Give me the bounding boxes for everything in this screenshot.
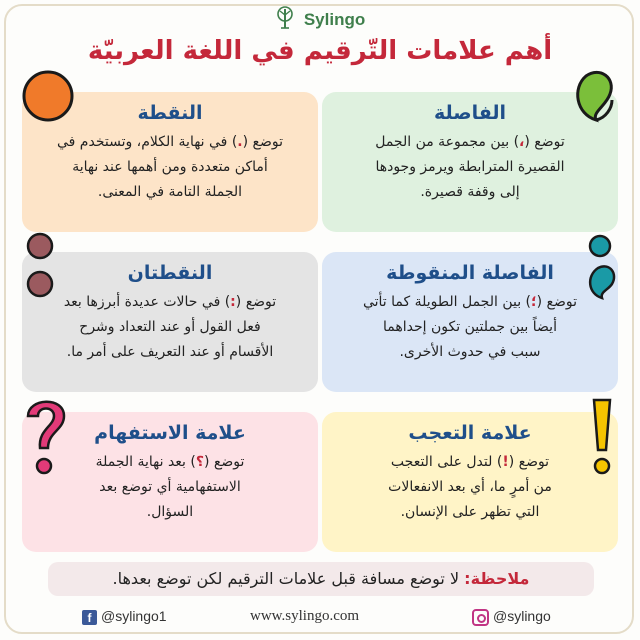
website-link[interactable]: www.sylingo.com bbox=[250, 608, 360, 624]
card-text-line3: إلى وقفة قصيرة. bbox=[420, 184, 520, 200]
card-text-line2: أيضاً بين جملتين تكون إحداهما bbox=[383, 319, 557, 335]
card-title: النقطة bbox=[137, 102, 203, 124]
card-text-line1-end: ) بعد نهاية الجملة bbox=[95, 454, 196, 470]
card-title: الفاصلة المنقوطة bbox=[386, 262, 554, 284]
card-text-line1-start: توضع ( bbox=[204, 454, 245, 470]
card-text-line1-start: توضع ( bbox=[242, 134, 284, 150]
card-text bbox=[334, 130, 606, 205]
card-text-line1-end: ) في نهاية الكلام، وتستخدم في bbox=[56, 134, 238, 150]
punctuation-mark: . bbox=[237, 134, 243, 150]
period-illustration-icon bbox=[20, 68, 76, 124]
card-text-line1-start: توضع ( bbox=[524, 134, 565, 150]
card-text bbox=[34, 130, 306, 205]
punctuation-mark: ؛ bbox=[531, 294, 537, 310]
card-exclamation bbox=[322, 412, 618, 552]
note-box bbox=[48, 562, 594, 596]
tree-logo-icon bbox=[275, 6, 295, 34]
question-illustration-icon bbox=[18, 392, 74, 482]
card-text-line1-end: ) بين الجمل الطويلة كما تأتي bbox=[362, 294, 532, 310]
punctuation-mark: ، bbox=[519, 134, 525, 150]
card-title: الفاصلة bbox=[433, 102, 507, 124]
card-title: النقطتان bbox=[127, 262, 213, 284]
card-text-line3: سبب في حدوث الأخرى. bbox=[399, 344, 541, 360]
facebook-icon: f bbox=[82, 610, 97, 625]
instagram-handle: @sylingo bbox=[493, 608, 551, 624]
card-text-line3: السؤال. bbox=[146, 504, 194, 520]
card-text bbox=[334, 450, 606, 525]
card-colon bbox=[22, 252, 318, 392]
card-text-line1-start: توضع ( bbox=[508, 454, 550, 470]
semicolon-illustration-icon bbox=[580, 232, 620, 308]
card-text-line1-start: توضع ( bbox=[235, 294, 277, 310]
colon-illustration-icon bbox=[20, 230, 60, 302]
card-title: علامة التعجب bbox=[408, 422, 532, 444]
card-text-line1-end: ) لتدل على التعجب bbox=[390, 454, 503, 470]
card-text bbox=[334, 290, 606, 365]
card-text-line2: فعل القول أو عند التعداد وشرح bbox=[79, 319, 261, 335]
card-text-line1-end: ) بين مجموعة من الجمل bbox=[375, 134, 520, 150]
instagram-icon bbox=[472, 609, 489, 626]
note-label: ملاحظة: bbox=[464, 569, 530, 588]
card-text-line3: الأقسام أو عند التعريف على أمر ما. bbox=[66, 344, 274, 360]
facebook-handle: @sylingo1 bbox=[101, 608, 167, 624]
punctuation-mark: ؟ bbox=[195, 454, 204, 470]
card-text-line1-start: توضع ( bbox=[536, 294, 578, 310]
punctuation-mark: ! bbox=[502, 454, 509, 470]
card-text-line2: الاستفهامية أي توضع بعد bbox=[99, 479, 241, 495]
brand-logo bbox=[0, 6, 640, 34]
instagram-link[interactable] bbox=[472, 608, 551, 626]
card-text-line1-end: ) في حالات عديدة أبرزها بعد bbox=[63, 294, 231, 310]
card-semicolon bbox=[322, 252, 618, 392]
card-text-line3: الجملة التامة في المعنى. bbox=[97, 184, 243, 200]
card-title: علامة الاستفهام bbox=[94, 422, 246, 444]
card-text bbox=[34, 290, 306, 365]
card-text-line3: التي تظهر على الإنسان. bbox=[400, 504, 540, 520]
comma-illustration-icon bbox=[566, 68, 618, 130]
brand-name: Sylingo bbox=[303, 10, 366, 29]
page-title: أهم علامات التّرقيم في اللغة العربيّة bbox=[87, 36, 553, 66]
exclamation-illustration-icon bbox=[586, 394, 618, 480]
punctuation-mark: : bbox=[230, 294, 236, 310]
facebook-link[interactable] bbox=[82, 608, 167, 625]
note-text: لا توضع مسافة قبل علامات الترقيم لكن توضع بعدها. bbox=[112, 569, 465, 588]
card-text bbox=[34, 450, 306, 525]
footer bbox=[0, 608, 640, 632]
card-text-line2: من أمرٍ ما، أي بعد الانفعالات bbox=[388, 479, 552, 495]
card-text-line2: أماكن متعددة ومن أهمها عند نهاية bbox=[72, 159, 268, 175]
card-text-line2: القصيرة المترابطة ويرمز وجودها bbox=[375, 159, 565, 175]
